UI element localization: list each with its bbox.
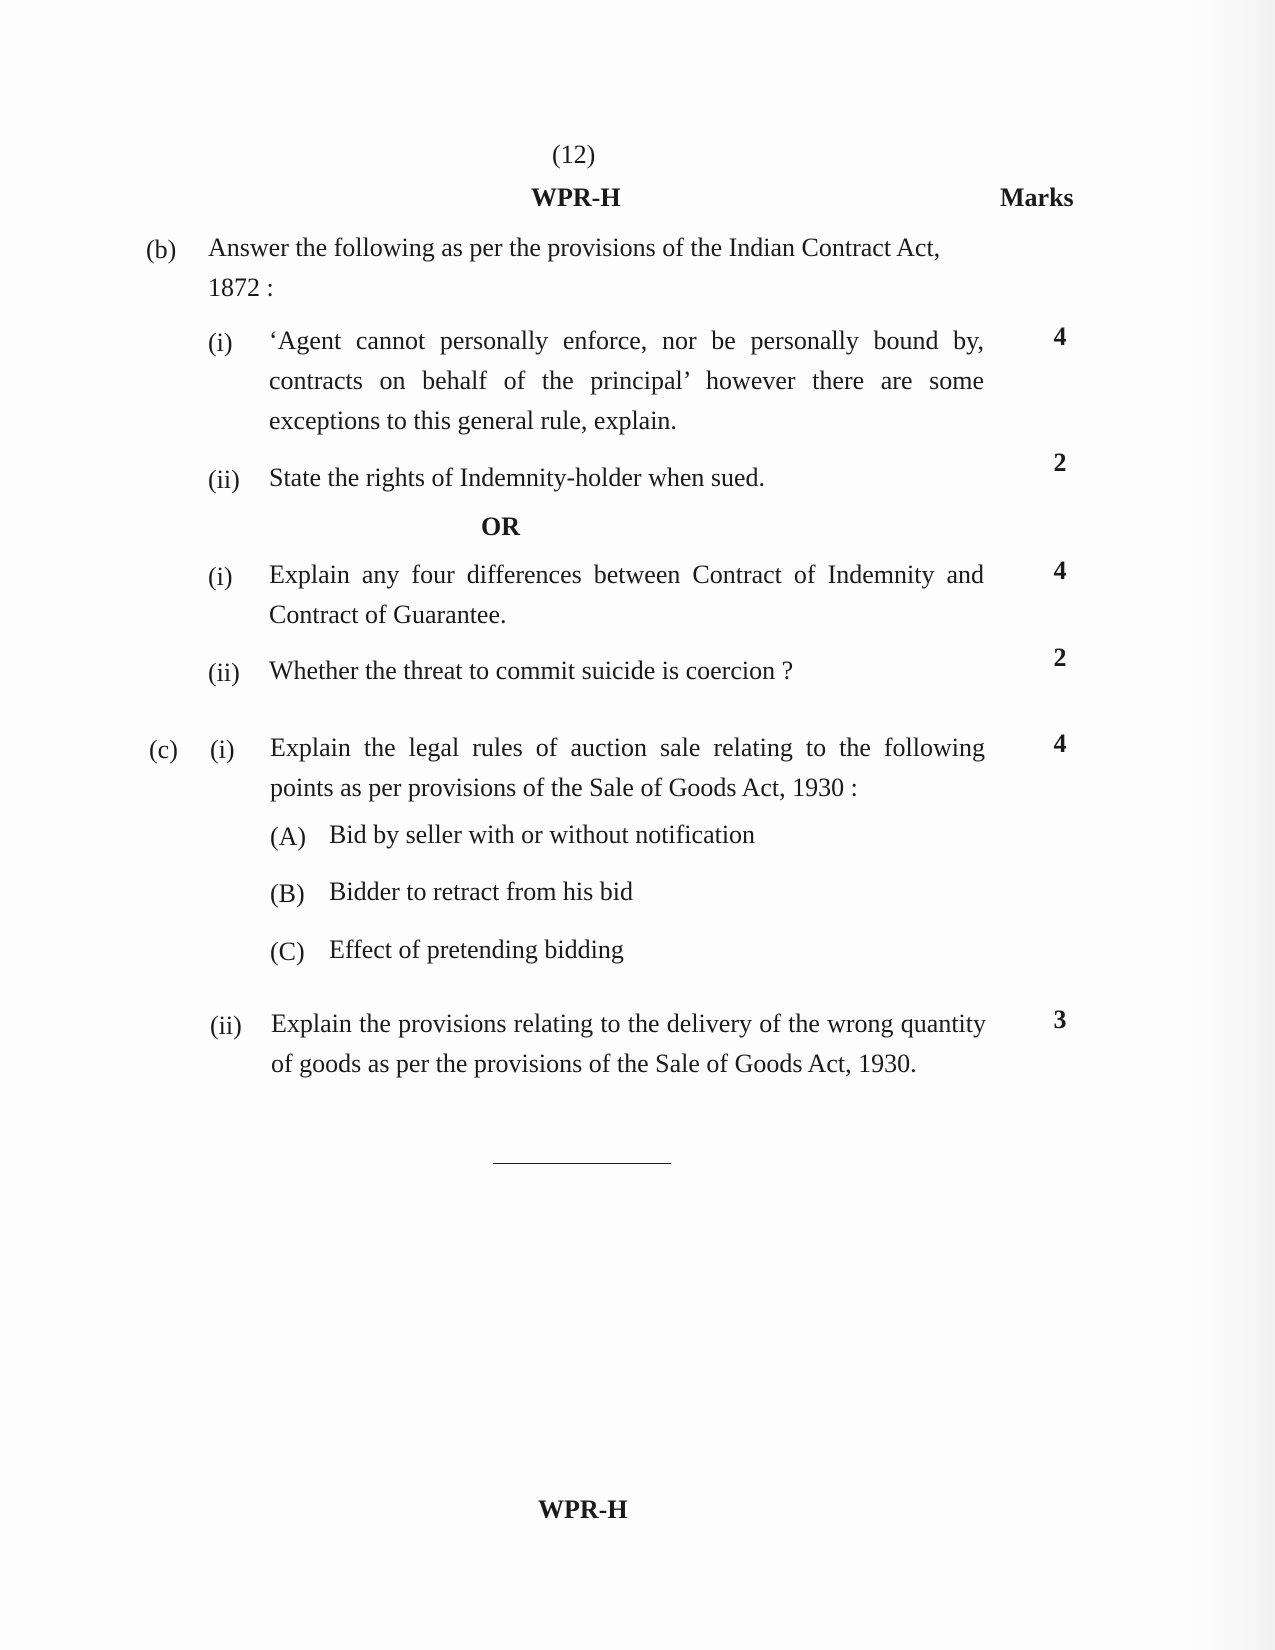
question-b-label: (b) [146, 235, 177, 264]
question-c-ii-marks: 3 [1053, 1005, 1067, 1034]
question-b-alt-i-label: (i) [208, 562, 233, 591]
question-c-ii-label: (ii) [210, 1011, 242, 1040]
end-of-questions-rule [493, 1163, 671, 1164]
question-c-i-text: Explain the legal rules of auction sale relating to the following points as per provisions of the Sale of Goods Act, 1930 : [270, 733, 985, 802]
question-b-ii-text: State the rights of Indemnity-holder when sued. [269, 463, 766, 492]
question-b-ii-label: (ii) [208, 465, 240, 494]
question-b-alt-i-text: Explain any four differences between Contract of Indemnity and Contract of Guarantee. [269, 560, 984, 629]
question-b-ii-marks: 2 [1053, 448, 1067, 477]
question-b-alt-ii-label: (ii) [208, 658, 240, 687]
question-b-alt-ii-text: Whether the threat to commit suicide is coercion ? [269, 656, 794, 685]
question-c-i-label: (i) [210, 735, 235, 764]
question-c-label: (c) [149, 735, 178, 764]
question-b-alt-i-marks: 4 [1053, 556, 1067, 585]
question-b-intro-line2: 1872 : [208, 273, 274, 302]
question-c-i-point-c-text: Effect of pretending bidding [329, 935, 624, 964]
question-c-i-point-b-text: Bidder to retract from his bid [329, 877, 633, 906]
question-b-i-marks: 4 [1053, 322, 1067, 351]
question-c-i-point-b-label: (B) [270, 879, 305, 908]
or-separator: OR [481, 512, 520, 541]
question-b-intro-line1: Answer the following as per the provisions of the Indian Contract Act, [208, 233, 941, 262]
question-c-i-marks: 4 [1053, 729, 1067, 758]
question-c-ii-text: Explain the provisions relating to the delivery of the wrong quantity of goods as per the provisions of the Sale of Goods Act, 1930. [271, 1009, 986, 1078]
scan-edge-shadow [1185, 0, 1275, 1650]
marks-column-heading: Marks [1000, 183, 1074, 212]
question-c-i-point-c-label: (C) [270, 937, 305, 966]
question-b-alt-ii-marks: 2 [1053, 643, 1067, 672]
paper-code-footer: WPR-H [538, 1495, 628, 1524]
question-c-i-point-a-text: Bid by seller with or without notification [329, 820, 756, 849]
paper-code-header: WPR-H [531, 183, 621, 212]
page-number: (12) [552, 140, 596, 169]
question-b-i-label: (i) [208, 328, 233, 357]
question-c-i-point-a-label: (A) [270, 822, 307, 851]
question-b-i-text: ‘Agent cannot personally enforce, nor be personally bound by, contracts on behalf of the principal’ however there are some exceptions to this general rule, explain. [269, 326, 984, 435]
